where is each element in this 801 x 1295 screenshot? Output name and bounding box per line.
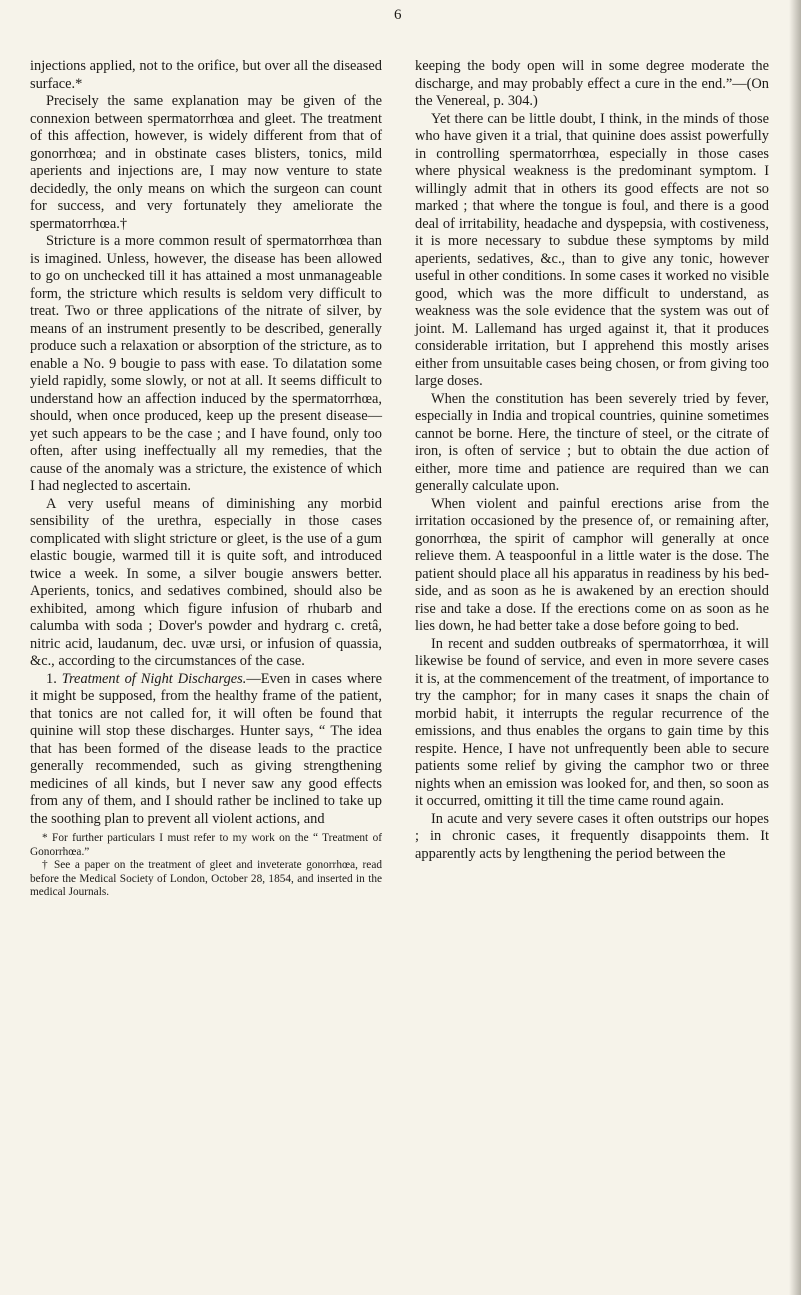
paragraph: keeping the body open will in some degree moderate the discharge, and may probably effect a cure in the end.”—(On the Venereal, p. 304.) — [415, 58, 769, 109]
footnotes — [30, 830, 382, 900]
paragraph: injections applied, not to the orifice, but over all the diseased surface.* — [30, 58, 382, 92]
paragraph: A very useful means of diminishing any morbid sensibility of the urethra, especially in those cases complicated with slight stricture or gleet, is the use of a gum elastic bougie, warmed till it is quite soft, and introduced twice a week. In some, a silver bougie answers better. Aperients, tonics, and sedatives combined, should also be exhibited, among which figure infusion of rhubarb and calumba with soda ; Dover's powder and hydrarg c. cretâ, nitric acid, laudanum, dec. uvæ ursi, or infusion of quassia, &c., according to the circumstances of the case. — [30, 495, 382, 669]
section-number: 1. — [46, 670, 57, 687]
left-column — [30, 58, 382, 900]
footnote: * For further particulars I must refer to my work on the “ Treatment of Gonorrhœa.” — [30, 832, 382, 858]
section-paragraph — [30, 671, 382, 829]
paragraph: Yet there can be little doubt, I think, in the minds of those who have given it a trial, that quinine does assist powerfully in controlling spermatorrhœa, especially in those cases where physical weakness is the predominant symptom. I willingly admit that in others its good effects are not so marked ; that where the tongue is foul, and there is a good deal of irritability, headache and dyspepsia, with costiveness, it is more necessary to subdue these symptoms by mild aperients, sedatives, &c., than to give any tonic, however useful in other conditions. In some cases it worked no visible good, which was the more difficult to understand, as weakness was the sole evidence that the system was out of joint. M. Lallemand has urged against it, that it produces considerable irritation, but I apprehend this mostly arises either from unsuitable cases being chosen, or from giving too large doses. — [415, 110, 769, 389]
section-title: Treatment of Night Discharges. — [61, 670, 247, 687]
paragraph: Stricture is a more common result of spermatorrhœa than is imagined. Unless, however, the disease has been allowed to go on unchecked till it has attained a most unmanageable form, the stricture which results is seldom very difficult to treat. Two or three applications of the nitrate of silver, by means of an instrument presently to be described, generally produce such a relaxation or absorption of the stricture, as to enable a No. 9 bougie to pass with ease. To dilatation some yield rapidly, some slowly, or not at all. It seems difficult to understand how an affection induced by the spermatorrhœa, should, when once produced, keep up the present disease—yet such appears to be the case ; and I have found, only too often, after using ineffectually all my remedies, that the cause of the anomaly was a stricture, the existence of which I had neglected to ascertain. — [30, 233, 382, 494]
page-edge-shadow — [789, 0, 801, 1295]
paragraph: Precisely the same explanation may be given of the connexion between spermatorrhœa and gleet. The treatment of this affection, however, is widely different from that of gonorrhœa; and in obstinate cases blisters, tonics, mild aperients and injections are, I may now venture to state decidedly, the only means on which the surgeon can count for success, and very fortunately they ameliorate the spermatorrhœa.† — [30, 93, 382, 232]
paragraph: When violent and painful erections arise from the irritation occasioned by the presence of, or remaining after, gonorrhœa, the spirit of camphor will generally at once relieve them. A teaspoonful in a little water is the dose. The patient should place all his apparatus in readiness by his bed-side, and as soon as he is awakened by an erection should rise and take a dose. If the erections come on as soon as he lies down, he had better take a dose before going to bed. — [415, 495, 769, 634]
footnote: † See a paper on the treatment of gleet and inveterate gonorrhœa, read before the Medical Society of London, October 28, 1854, and inserted in the medical Journals. — [30, 859, 382, 899]
paragraph: When the constitution has been severely tried by fever, especially in India and tropical countries, quinine sometimes cannot be borne. Here, the tincture of steel, or the citrate of iron, is often of service ; but to obtain the due action of either, more time and patience are required than we can generally calculate upon. — [415, 390, 769, 494]
page-number: 6 — [394, 7, 402, 23]
paragraph: In recent and sudden outbreaks of spermatorrhœa, it will likewise be found of service, and even in more severe cases it is, at the commencement of the treatment, of importance to try the camphor; for in many cases it snaps the chain of morbid habit, it interrupts the regular recurrence of the emissions, and thus enables the organs to gain time by this respite. Hence, I have not unfrequently been able to secure patients some relief by giving the camphor two or three nights when an emission was looked for, and then, so soon as it occurred, omitting it till the time came round again. — [415, 635, 769, 809]
section-body: —Even in cases where it might be supposed, from the healthy frame of the patient, that tonics are not called for, it will often be found that quinine will stop these discharges. Hunter says, “ The idea that has been formed of the disease leads to the practice generally recommended, such as giving strengthening medicines of all kinds, but I never saw any good effects from any of them, and I should rather be inclined to take up the soothing plan to prevent all violent actions, and — [30, 670, 382, 827]
right-column — [415, 58, 769, 863]
paragraph: In acute and very severe cases it often outstrips our hopes ; in chronic cases, it frequently disappoints them. It apparently acts by lengthening the period between the — [415, 810, 769, 862]
